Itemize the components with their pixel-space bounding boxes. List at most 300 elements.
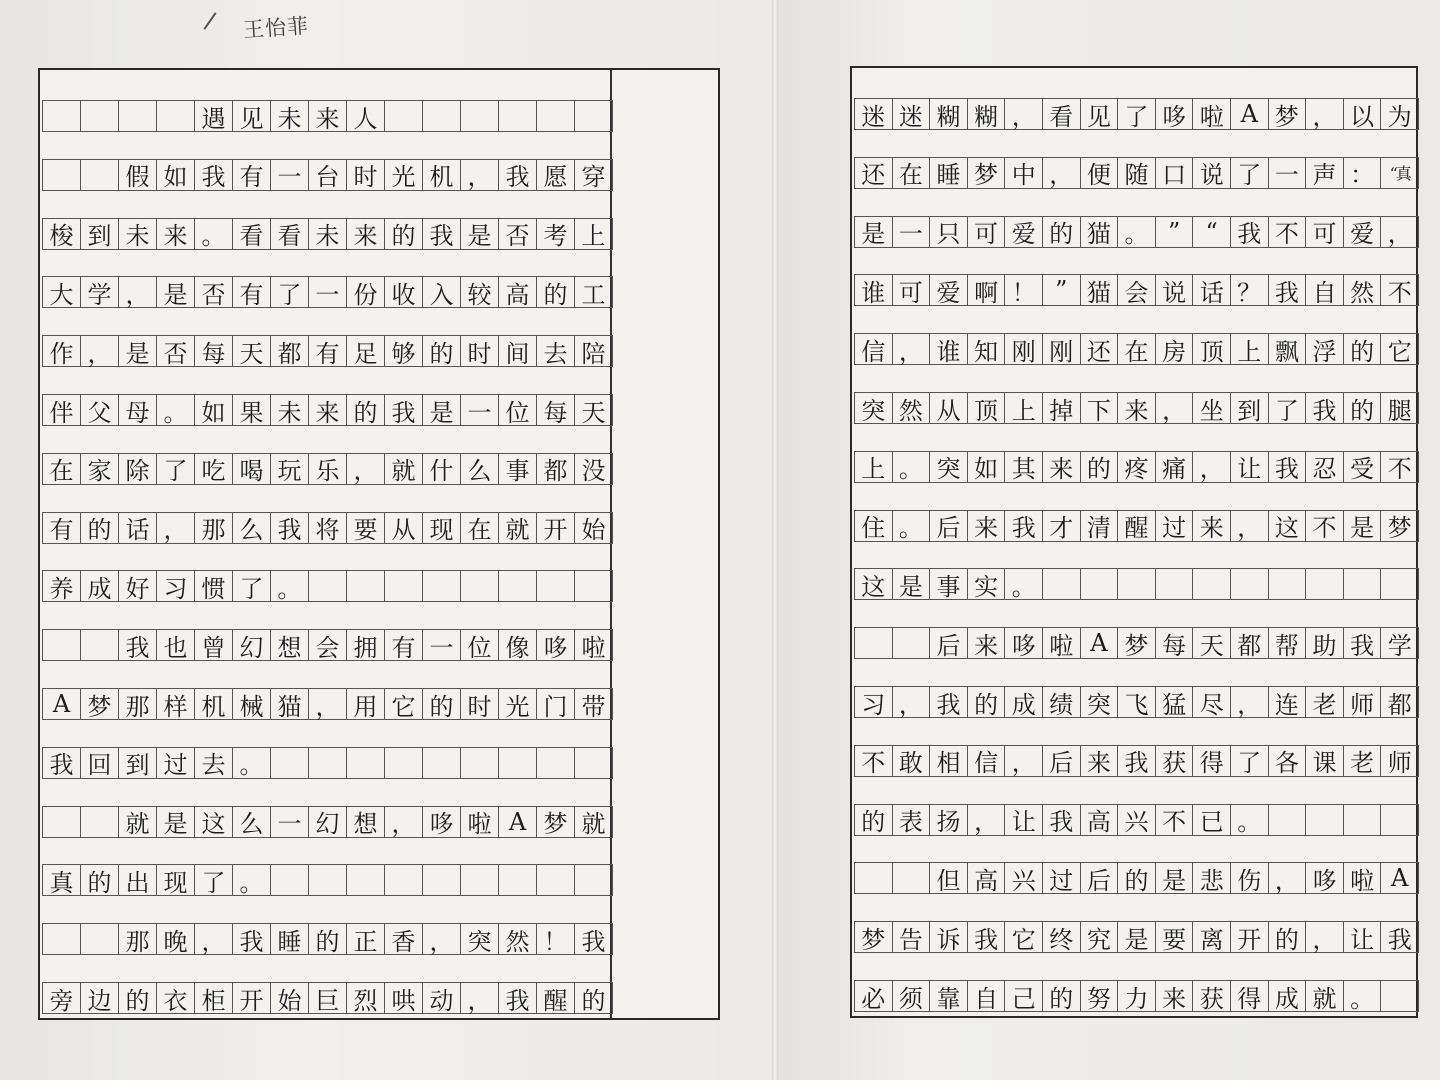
grid-cell	[156, 100, 195, 132]
grid-cell: 谁	[854, 274, 893, 306]
grid-cell: 否	[156, 335, 195, 367]
grid-cell: 高	[1080, 804, 1119, 836]
grid-cell: 突	[929, 451, 968, 483]
grid-cell: 诉	[929, 921, 968, 953]
grid-cell: ，	[156, 512, 195, 544]
grid-cell: 就	[384, 453, 423, 485]
left-page-row	[42, 335, 612, 367]
grid-cell: 一	[1268, 157, 1307, 189]
grid-cell: 猫	[1080, 274, 1119, 306]
grid-cell: 得	[1192, 745, 1231, 777]
grid-cell: 上	[854, 451, 893, 483]
grid-cell: 在	[1117, 333, 1156, 365]
grid-cell: 现	[422, 512, 461, 544]
grid-cell: 相	[929, 745, 968, 777]
grid-cell: “真	[1380, 157, 1419, 189]
grid-cell	[270, 747, 309, 779]
grid-cell	[1380, 568, 1419, 600]
grid-cell: 是	[118, 335, 157, 367]
left-page-row	[42, 982, 612, 1014]
grid-cell: 不	[1305, 510, 1344, 542]
grid-cell: ”	[1155, 216, 1194, 248]
grid-cell: 将	[308, 512, 347, 544]
left-page-row	[42, 159, 612, 191]
grid-cell: 突	[1080, 686, 1119, 718]
grid-cell: 考	[536, 218, 575, 250]
grid-cell	[854, 862, 893, 894]
grid-cell: 爱	[929, 274, 968, 306]
grid-cell: 梭	[42, 218, 81, 250]
grid-cell: 睡	[270, 923, 309, 955]
grid-cell: 了	[1117, 98, 1156, 130]
grid-cell: 会	[308, 629, 347, 661]
grid-cell: 位	[498, 394, 537, 426]
grid-cell: 以	[1343, 98, 1382, 130]
grid-cell: 看	[270, 218, 309, 250]
grid-cell	[384, 864, 423, 896]
grid-cell: 自	[1305, 274, 1344, 306]
grid-cell: 来	[967, 627, 1006, 659]
grid-cell	[574, 100, 613, 132]
grid-cell: 啊	[967, 274, 1006, 306]
grid-cell	[346, 864, 385, 896]
grid-cell: 学	[80, 276, 119, 308]
grid-cell: 突	[460, 923, 499, 955]
grid-cell: 啦	[460, 806, 499, 838]
grid-cell: 出	[118, 864, 157, 896]
grid-cell: 的	[1042, 980, 1081, 1012]
left-page-row	[42, 806, 612, 838]
grid-cell: 便	[1080, 157, 1119, 189]
grid-cell: 究	[1080, 921, 1119, 953]
grid-cell: 爱	[1004, 216, 1043, 248]
grid-cell: 到	[1230, 392, 1269, 424]
grid-cell: 是	[1117, 921, 1156, 953]
grid-cell: 收	[384, 276, 423, 308]
grid-cell: 了	[1230, 745, 1269, 777]
grid-cell: 飘	[1268, 333, 1307, 365]
grid-cell	[892, 862, 931, 894]
grid-cell	[422, 570, 461, 602]
grid-cell: 不	[1268, 216, 1307, 248]
grid-cell: 得	[1230, 980, 1269, 1012]
right-page-row	[854, 568, 1418, 600]
grid-cell: 不	[854, 745, 893, 777]
grid-cell: 边	[80, 982, 119, 1014]
grid-cell	[384, 100, 423, 132]
grid-cell: 话	[118, 512, 157, 544]
grid-cell: 努	[1080, 980, 1119, 1012]
grid-cell: 为	[1380, 98, 1419, 130]
grid-cell: 高	[498, 276, 537, 308]
grid-cell: 除	[118, 453, 157, 485]
grid-cell: 的	[346, 394, 385, 426]
grid-cell: 间	[498, 335, 537, 367]
grid-cell: 。	[892, 451, 931, 483]
left-page-row	[42, 747, 612, 779]
grid-cell: 必	[854, 980, 893, 1012]
grid-cell: 住	[854, 510, 893, 542]
grid-cell: 己	[1004, 980, 1043, 1012]
grid-cell: 获	[1155, 745, 1194, 777]
grid-cell: 话	[1192, 274, 1231, 306]
grid-cell: 么	[232, 806, 271, 838]
grid-cell: 都	[270, 335, 309, 367]
grid-cell: 会	[1117, 274, 1156, 306]
grid-cell: 有	[42, 512, 81, 544]
grid-cell: 我	[967, 921, 1006, 953]
grid-cell: 想	[270, 629, 309, 661]
grid-cell: A	[498, 806, 537, 838]
grid-cell: 师	[1380, 745, 1419, 777]
grid-cell: 后	[929, 510, 968, 542]
grid-cell: 开	[232, 982, 271, 1014]
left-page-row	[42, 923, 612, 955]
grid-cell: 回	[80, 747, 119, 779]
grid-cell: ，	[1268, 862, 1307, 894]
grid-cell: 过	[1042, 862, 1081, 894]
grid-cell: 迷	[854, 98, 893, 130]
grid-cell: 的	[384, 218, 423, 250]
grid-cell: 老	[1305, 686, 1344, 718]
grid-cell: 后	[1042, 745, 1081, 777]
grid-cell: 要	[1155, 921, 1194, 953]
grid-cell	[460, 747, 499, 779]
grid-cell	[892, 627, 931, 659]
grid-cell: 哆	[1305, 862, 1344, 894]
grid-cell: 天	[232, 335, 271, 367]
grid-cell: 忍	[1305, 451, 1344, 483]
grid-cell: 刚	[1004, 333, 1043, 365]
grid-cell: 机	[422, 159, 461, 191]
grid-cell: 一	[892, 216, 931, 248]
grid-cell: 过	[1155, 510, 1194, 542]
grid-cell: ，	[1004, 98, 1043, 130]
grid-cell: 它	[1380, 333, 1419, 365]
grid-cell: 尽	[1192, 686, 1231, 718]
grid-cell: 上	[574, 218, 613, 250]
grid-cell: 爱	[1343, 216, 1382, 248]
grid-cell	[574, 864, 613, 896]
grid-cell	[308, 570, 347, 602]
grid-cell: 有	[232, 276, 271, 308]
grid-cell: 。	[232, 747, 271, 779]
grid-cell: 的	[574, 982, 613, 1014]
grid-cell: 啦	[1343, 862, 1382, 894]
grid-cell: 遇	[194, 100, 233, 132]
grid-cell: 让	[1343, 921, 1382, 953]
grid-cell: 那	[118, 923, 157, 955]
grid-cell: 成	[1268, 980, 1307, 1012]
grid-cell: ，	[1155, 392, 1194, 424]
grid-cell	[1117, 568, 1156, 600]
grid-cell: A	[1380, 862, 1419, 894]
grid-cell: 学	[1380, 627, 1419, 659]
grid-cell: 来	[1117, 392, 1156, 424]
grid-cell: A	[1230, 98, 1269, 130]
grid-cell: 让	[1230, 451, 1269, 483]
grid-cell: 醒	[536, 982, 575, 1014]
grid-cell: 大	[42, 276, 81, 308]
grid-cell: 来	[308, 100, 347, 132]
right-page-row	[854, 862, 1418, 894]
grid-cell: 猛	[1155, 686, 1194, 718]
grid-cell	[1305, 804, 1344, 836]
grid-cell: 穿	[574, 159, 613, 191]
grid-cell	[1380, 804, 1419, 836]
grid-cell	[384, 747, 423, 779]
grid-cell: 从	[929, 392, 968, 424]
grid-cell: 始	[270, 982, 309, 1014]
grid-cell: 掉	[1042, 392, 1081, 424]
grid-cell: 了	[194, 864, 233, 896]
grid-cell: 旁	[42, 982, 81, 1014]
grid-cell: 表	[892, 804, 931, 836]
grid-cell: 见	[1080, 98, 1119, 130]
grid-cell: 我	[1042, 804, 1081, 836]
grid-cell: 曾	[194, 629, 233, 661]
grid-cell: 后	[929, 627, 968, 659]
grid-cell: 成	[1004, 686, 1043, 718]
grid-cell: 我	[422, 218, 461, 250]
grid-cell: 未	[270, 100, 309, 132]
grid-cell: 有	[232, 159, 271, 191]
grid-cell: 是	[156, 276, 195, 308]
grid-cell: 幻	[308, 806, 347, 838]
right-page-row	[854, 157, 1418, 189]
grid-cell: 。	[892, 510, 931, 542]
grid-cell: 还	[1080, 333, 1119, 365]
grid-cell	[460, 570, 499, 602]
grid-cell: 。	[156, 394, 195, 426]
grid-cell: 晚	[156, 923, 195, 955]
grid-cell: 像	[498, 629, 537, 661]
grid-cell: 哄	[384, 982, 423, 1014]
grid-cell	[42, 159, 81, 191]
grid-cell: 父	[80, 394, 119, 426]
grid-cell: 样	[156, 688, 195, 720]
grid-cell: 去	[536, 335, 575, 367]
grid-cell: 玩	[270, 453, 309, 485]
grid-cell: 我	[1004, 510, 1043, 542]
grid-cell: 痛	[1155, 451, 1194, 483]
grid-cell: ，	[308, 688, 347, 720]
grid-cell: 都	[1230, 627, 1269, 659]
grid-cell	[422, 100, 461, 132]
grid-cell: 天	[1192, 627, 1231, 659]
grid-cell: 我	[498, 159, 537, 191]
grid-cell: 如	[156, 159, 195, 191]
grid-cell	[536, 864, 575, 896]
grid-cell: 糊	[929, 98, 968, 130]
grid-cell: 来	[308, 394, 347, 426]
grid-cell	[308, 864, 347, 896]
grid-cell: 连	[1268, 686, 1307, 718]
grid-cell: 声	[1305, 157, 1344, 189]
grid-cell: 是	[1343, 510, 1382, 542]
grid-cell: 动	[422, 982, 461, 1014]
left-page-row	[42, 512, 612, 544]
grid-cell	[80, 629, 119, 661]
grid-cell: 可	[967, 216, 1006, 248]
grid-cell	[1343, 568, 1382, 600]
grid-cell: 兴	[1117, 804, 1156, 836]
grid-cell: 我	[1117, 745, 1156, 777]
grid-cell: 事	[929, 568, 968, 600]
grid-cell: 养	[42, 570, 81, 602]
grid-cell: 的	[1343, 333, 1382, 365]
grid-cell: ，	[1042, 157, 1081, 189]
grid-cell: 如	[194, 394, 233, 426]
grid-cell: 后	[1080, 862, 1119, 894]
grid-cell	[498, 100, 537, 132]
grid-cell: 用	[346, 688, 385, 720]
grid-cell: 这	[1268, 510, 1307, 542]
right-page-row	[854, 216, 1418, 248]
grid-cell: 但	[929, 862, 968, 894]
grid-cell: 高	[967, 862, 1006, 894]
grid-cell: 那	[118, 688, 157, 720]
grid-cell: 就	[574, 806, 613, 838]
grid-cell: 我	[1268, 451, 1307, 483]
grid-cell: 助	[1305, 627, 1344, 659]
grid-cell: 。	[194, 218, 233, 250]
right-page-row	[854, 451, 1418, 483]
grid-cell: 知	[967, 333, 1006, 365]
page-fold	[772, 0, 778, 1080]
grid-cell: 的	[422, 688, 461, 720]
grid-cell: 一	[308, 276, 347, 308]
grid-cell: 突	[854, 392, 893, 424]
grid-cell: 来	[1192, 510, 1231, 542]
grid-cell: 。	[1004, 568, 1043, 600]
grid-cell: 是	[422, 394, 461, 426]
left-page-row	[42, 629, 612, 661]
grid-cell: 是	[892, 568, 931, 600]
grid-cell: 口	[1155, 157, 1194, 189]
right-page-row	[854, 333, 1418, 365]
grid-cell: 梦	[1117, 627, 1156, 659]
grid-cell: 未	[270, 394, 309, 426]
grid-cell: 如	[967, 451, 1006, 483]
grid-cell: 猫	[1080, 216, 1119, 248]
grid-cell: 光	[384, 159, 423, 191]
grid-cell: 足	[346, 335, 385, 367]
grid-cell: 天	[574, 394, 613, 426]
grid-cell: ，	[1230, 510, 1269, 542]
grid-cell: ？	[1230, 274, 1269, 306]
grid-cell: 巨	[308, 982, 347, 1014]
grid-cell: 下	[1080, 392, 1119, 424]
grid-cell: 我	[1343, 627, 1382, 659]
grid-cell: 看	[1042, 98, 1081, 130]
grid-cell: 香	[384, 923, 423, 955]
grid-cell: 母	[118, 394, 157, 426]
right-page-row	[854, 392, 1418, 424]
grid-cell: 未	[308, 218, 347, 250]
left-page-row	[42, 453, 612, 485]
grid-cell: 在	[42, 453, 81, 485]
grid-cell: 哆	[422, 806, 461, 838]
grid-cell: 在	[892, 157, 931, 189]
grid-cell: 我	[1380, 921, 1419, 953]
grid-cell: ，	[1004, 745, 1043, 777]
grid-cell: 的	[80, 512, 119, 544]
grid-cell: 房	[1155, 333, 1194, 365]
grid-cell: 不	[1380, 274, 1419, 306]
grid-cell	[1343, 804, 1382, 836]
grid-cell: ”	[1042, 274, 1081, 306]
grid-cell: 我	[1230, 216, 1269, 248]
grid-cell: 迷	[892, 98, 931, 130]
grid-cell: 的	[1268, 921, 1307, 953]
grid-cell: 绩	[1042, 686, 1081, 718]
grid-cell: 梦	[80, 688, 119, 720]
grid-cell: 过	[156, 747, 195, 779]
grid-cell: 的	[80, 864, 119, 896]
grid-cell: 乐	[308, 453, 347, 485]
grid-cell: 现	[156, 864, 195, 896]
grid-cell: 来	[1080, 745, 1119, 777]
grid-cell: ，	[194, 923, 233, 955]
grid-cell: 了	[1230, 157, 1269, 189]
grid-cell: 机	[194, 688, 233, 720]
grid-cell: ，	[1305, 98, 1344, 130]
grid-cell: 的	[967, 686, 1006, 718]
grid-cell: 其	[1004, 451, 1043, 483]
grid-cell: ，	[346, 453, 385, 485]
grid-cell: 每	[194, 335, 233, 367]
grid-cell: 衣	[156, 982, 195, 1014]
grid-cell: 我	[498, 982, 537, 1014]
grid-cell: A	[42, 688, 81, 720]
grid-cell: 不	[1380, 451, 1419, 483]
grid-cell: 随	[1117, 157, 1156, 189]
grid-cell: 。	[270, 570, 309, 602]
grid-cell: 它	[1004, 921, 1043, 953]
grid-cell	[1042, 568, 1081, 600]
grid-cell: 受	[1343, 451, 1382, 483]
grid-cell: 各	[1268, 745, 1307, 777]
grid-cell: 作	[42, 335, 81, 367]
grid-cell: 了	[156, 453, 195, 485]
grid-cell: 我	[384, 394, 423, 426]
grid-cell: 我	[929, 686, 968, 718]
grid-cell	[536, 100, 575, 132]
grid-cell	[80, 923, 119, 955]
grid-cell: 陪	[574, 335, 613, 367]
grid-cell: 课	[1305, 745, 1344, 777]
grid-cell: 哆	[1155, 98, 1194, 130]
grid-cell: 信	[967, 745, 1006, 777]
grid-cell: 来	[1042, 451, 1081, 483]
grid-cell	[80, 806, 119, 838]
grid-cell: 一	[270, 806, 309, 838]
grid-cell	[346, 570, 385, 602]
right-page-row	[854, 804, 1418, 836]
grid-cell: 啦	[1192, 98, 1231, 130]
right-page-row	[854, 980, 1418, 1012]
grid-cell	[574, 747, 613, 779]
grid-cell	[346, 747, 385, 779]
grid-cell: 份	[346, 276, 385, 308]
grid-cell: 坐	[1192, 392, 1231, 424]
grid-cell	[80, 100, 119, 132]
grid-cell: 哆	[1004, 627, 1043, 659]
grid-cell	[498, 864, 537, 896]
grid-cell: 较	[460, 276, 499, 308]
left-page-row	[42, 864, 612, 896]
